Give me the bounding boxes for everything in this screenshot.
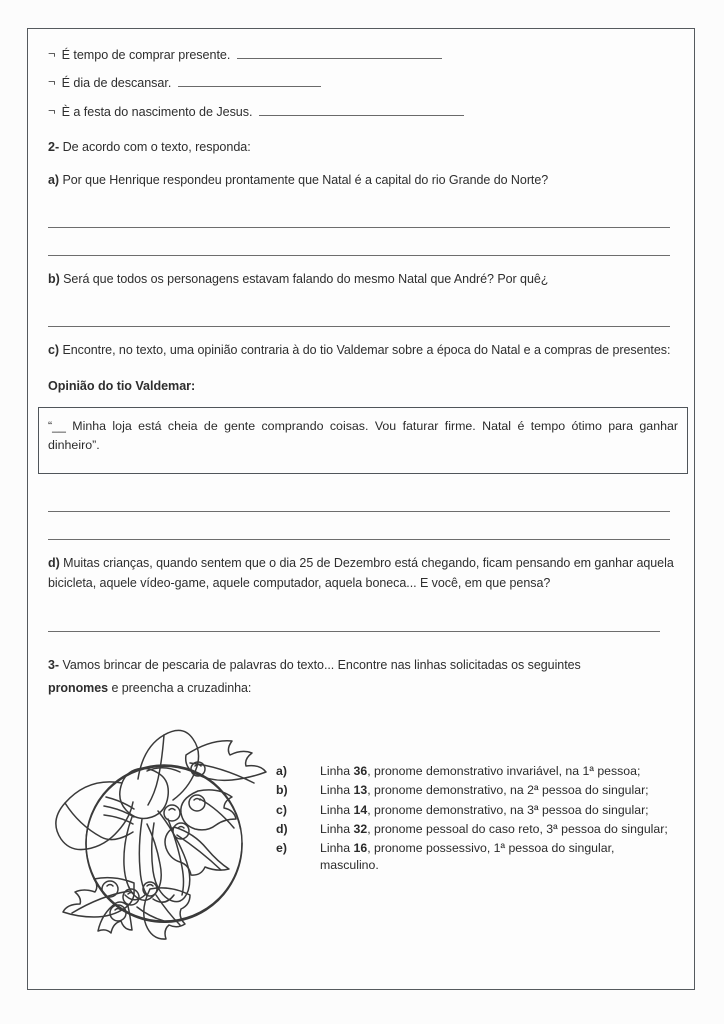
statement-text: È a festa do nascimento de Jesus. xyxy=(61,105,253,120)
negation-bullet-icon: ¬ xyxy=(48,103,56,119)
answer-line[interactable] xyxy=(48,200,670,228)
pronoun-clue-text: Linha 36, pronome demonstrativo invariável, na 1ª pessoa; xyxy=(320,764,641,779)
pronoun-clue-text: Linha 13, pronome demonstrativo, na 2ª pessoa do singular; xyxy=(320,783,649,798)
statement-text: É dia de descansar. xyxy=(61,76,172,91)
statement-text: É tempo de comprar presente. xyxy=(61,47,231,62)
quote-heading: Opinião do tio Valdemar: xyxy=(48,378,196,393)
statement-item xyxy=(48,102,680,122)
pronoun-clue-marker: d) xyxy=(276,822,288,837)
pronoun-clue-marker: a) xyxy=(276,764,287,779)
question-2-heading xyxy=(48,138,680,157)
question-3-heading xyxy=(48,654,628,702)
question-2a-answer-area[interactable] xyxy=(48,200,680,256)
page-content xyxy=(48,45,680,957)
statement-list xyxy=(48,45,680,122)
statement-item xyxy=(48,74,680,94)
question-2b xyxy=(48,269,680,289)
christmas-ornament-illustration xyxy=(46,707,268,957)
pronoun-clue-item xyxy=(276,782,676,798)
question-3-intro-keyword: pronomes xyxy=(48,681,109,696)
statement-item xyxy=(48,45,680,65)
question-3-intro-part1: Vamos brincar de pescaria de palavras do texto... Encontre nas linhas solicitadas os seguintes xyxy=(62,657,581,672)
statement-blank-line[interactable] xyxy=(237,45,442,59)
answer-line[interactable] xyxy=(48,512,670,540)
pronoun-clue-list xyxy=(276,763,676,876)
question-3-number: 3- xyxy=(48,657,60,672)
page-border-frame xyxy=(27,28,695,990)
answer-line[interactable] xyxy=(48,604,660,632)
valdemar-quote-text: “__ Minha loja está cheia de gente comprando coisas. Vou faturar firme. Natal é tempo ótimo para ganhar dinheiro”. xyxy=(48,418,678,452)
question-2d xyxy=(48,553,680,594)
line-number: 14 xyxy=(353,802,368,817)
line-number: 16 xyxy=(353,841,368,856)
question-3-body xyxy=(48,707,680,957)
pronoun-clue-marker: b) xyxy=(276,783,288,798)
valdemar-quote-box xyxy=(38,407,688,474)
statement-blank-line[interactable] xyxy=(178,74,321,88)
answer-line[interactable] xyxy=(48,484,670,512)
question-2d-marker: d) xyxy=(48,556,60,571)
pronoun-clue-text: Linha 32, pronome pessoal do caso reto, 3ª pessoa do singular; xyxy=(320,822,668,837)
question-3-intro-part2: e preencha a cruzadinha: xyxy=(108,681,252,696)
question-2-number: 2- xyxy=(48,140,60,155)
question-2a xyxy=(48,170,680,190)
pronoun-clue-text: Linha 14, pronome demonstrativo, na 3ª pessoa do singular; xyxy=(320,802,649,817)
question-2d-text: Muitas crianças, quando sentem que o dia 25 de Dezembro está chegando, ficam pensando em ganhar aquela bicicleta, aquele vídeo-game, aquele computador, aquela boneca... E você, em que pensa? xyxy=(48,556,674,591)
pronoun-clue-item xyxy=(276,840,676,873)
pronoun-clue-marker: c) xyxy=(276,802,287,817)
line-number: 13 xyxy=(353,783,368,798)
line-number: 36 xyxy=(353,764,368,779)
pronoun-clue-item xyxy=(276,802,676,818)
answer-line[interactable] xyxy=(48,228,670,256)
question-2a-marker: a) xyxy=(48,172,60,187)
question-2d-answer-area[interactable] xyxy=(48,604,680,632)
question-2b-text: Será que todos os personagens estavam falando do mesmo Natal que André? Por quê¿ xyxy=(63,272,549,287)
question-2b-answer-area[interactable] xyxy=(48,299,680,327)
pronoun-clue-text: Linha 16, pronome possessivo, 1ª pessoa do singular, masculino. xyxy=(320,841,615,872)
question-2b-marker: b) xyxy=(48,272,60,287)
question-2a-text: Por que Henrique respondeu prontamente que Natal é a capital do rio Grande do Norte? xyxy=(62,172,549,187)
question-2c xyxy=(48,340,680,360)
negation-bullet-icon: ¬ xyxy=(48,45,56,61)
question-2c-text: Encontre, no texto, uma opinião contraria à do tio Valdemar sobre a época do Natal e a compras de presentes: xyxy=(62,343,671,358)
negation-bullet-icon: ¬ xyxy=(48,74,56,90)
answer-line[interactable] xyxy=(48,299,670,327)
question-2c-marker: c) xyxy=(48,343,60,358)
question-2-prompt: De acordo com o texto, responda: xyxy=(62,140,251,155)
pronoun-clue-item xyxy=(276,763,676,779)
pronoun-clue-item xyxy=(276,821,676,837)
pronoun-clue-marker: e) xyxy=(276,841,287,856)
question-2c-answer-area[interactable] xyxy=(48,484,680,540)
line-number: 32 xyxy=(353,822,368,837)
statement-blank-line[interactable] xyxy=(259,102,464,116)
